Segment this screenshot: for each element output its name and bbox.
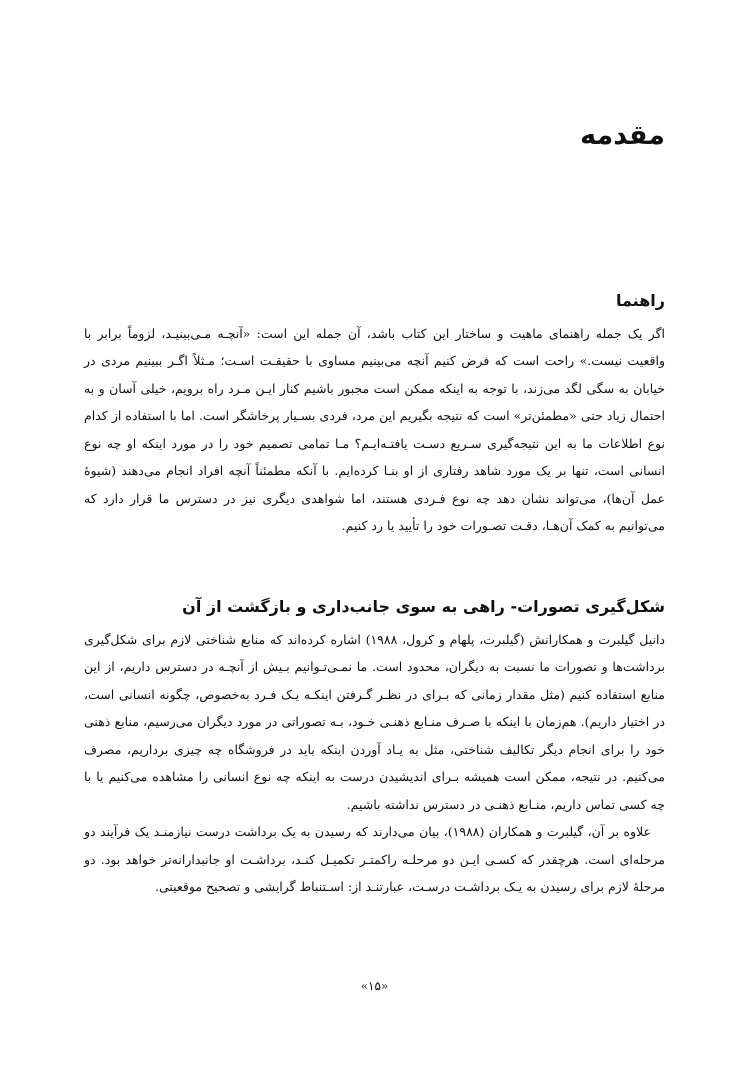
section-heading: راهنما <box>615 291 665 310</box>
chapter-title: مقدمه <box>580 120 665 151</box>
body-paragraph: دانیل گیلبرت و همکارانش (گیلبرت، پلهام و کرول، ۱۹۸۸) اشاره کرده‌اند که منابع شناختی لازم برای شکل‌گیری برداشت‌ها و تصورات ما نسبت به دیگران، محدود است. ما نمـی‌تـوانیم بـیش از آنچـه در دسترس داریم، از این منابع استفاده کنیم (مثل مقدار زمانی که بـرای در نظـر گـرفتن اینکـه یـک فـرد به‌خصوص، چگونه انسانی است، در اختیار داریم). هم‌زمان با اینکه با صـرف منـابع ذهنـی خـود، بـه تصوراتی در مورد دیگران می‌رسیم، منابع ذهنی خود را برای انجام دیگر تکالیف شناختی، مثل به یـاد آوردن اینکه باید در فروشگاه چه چیزی برداریم، مصرف می‌کنیم. در نتیجه، ممکن است همیشه بـرای اندیشیدن درست به اینکه چه نوع انسانی را مشاهده می‌کنیم یا با چه کسی تماس داریم، منـابع ذهنـی در دسترس نداشته باشیم. <box>84 631 665 812</box>
body-paragraph: اگر یک جمله راهنمای ماهیت و ساختار این کتاب باشد، آن جمله این است: «آنچـه مـی‌بینیـد، لزوماً برابر با واقعیت نیست.» راحت است که فرض کنیم آنچه می‌بینیم مساوی با حقیقـت اسـت؛ مـثلاً اگـر ببینیم مردی در خیابان به سگی لگد می‌زند، با توجه به اینکه ممکن است مجبور باشیم کنار ایـن مـرد راه برویم، خیلی آسان و به احتمال زیاد حتی «مطمئن‌تر» است که نتیجه بگیریم این مرد، فردی بسـیار پرخاشگر است. اما با استفاده از کدام نوع اطلاعات ما به این نتیجه‌گیری سـریع دسـت یافتـه‌ایـم؟ مـا تمامی تصمیم خود را در مورد اینکه او چه نوع انسانی است، تنها بر یک مورد شاهد رفتاری از او بنـا کرده‌ایم. با آنکه مطمئناً آنچه افراد انجام می‌دهند (شیوهٔ عمل آن‌ها)، می‌تواند نشان دهد چه نوع فـردی هستند، اما شواهدی دیگری نیز در دسترس ما قرار دارد که می‌توانیم به کمک آن‌هـا، دقـت تصـورات خود را تأیید یا رد کنیم. <box>84 325 665 534</box>
section-impression-formation <box>84 594 665 901</box>
body-paragraph: علاوه بر آن، گیلبرت و همکاران (۱۹۸۸)، بیان می‌دارند که رسیدن به یک برداشت درست نیازمنـد یک فرآیند دو مرحله‌ای است. هرچقدر که کسـی ایـن دو مرحلـه راکمتـر تکمیـل کنـد، برداشـت او جانبدارانه‌تر خواهد بود. دو مرحلهٔ لازم برای رسیدن به یـک برداشـت درسـت، عبارتنـد از: اسـتنباط گرایشی و تصحیح موقعیتی. <box>84 824 665 895</box>
section-guide <box>84 288 665 540</box>
page-number: «۱۵» <box>360 979 389 993</box>
section-heading: شکل‌گیری تصورات- راهی به سوی جانب‌داری و بازگشت از آن <box>182 597 665 616</box>
